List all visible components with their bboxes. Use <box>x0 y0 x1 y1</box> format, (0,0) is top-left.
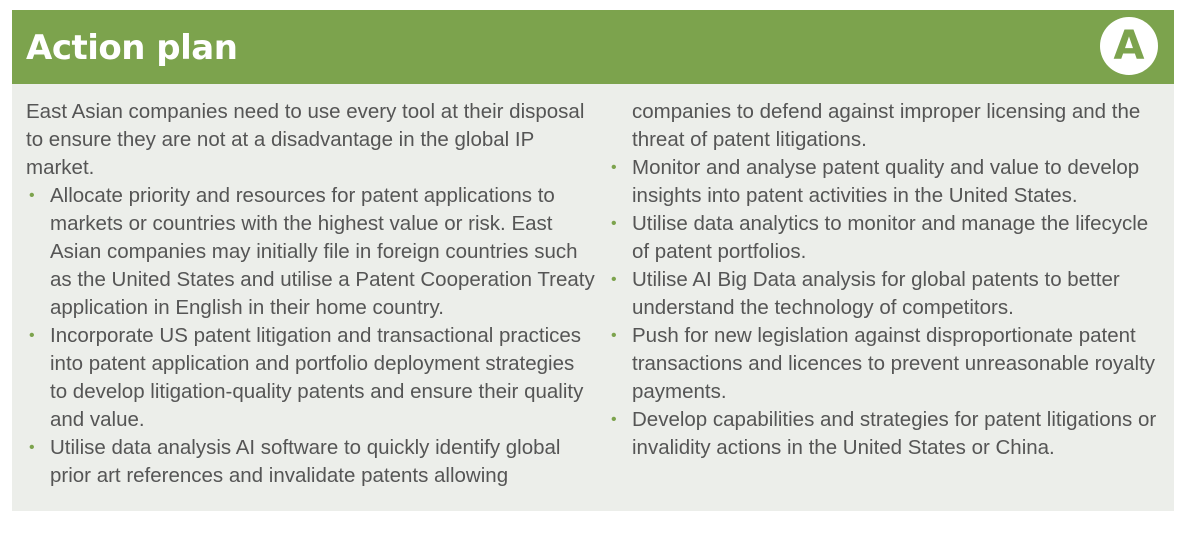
list-item-text: Push for new legislation against disproportionate patent transactions and licences to prevent unreasonable royalty payments. <box>632 324 1156 403</box>
bullet-icon: • <box>611 411 617 428</box>
list-item <box>608 406 1168 462</box>
list-item <box>608 266 1168 322</box>
bullet-icon: • <box>611 271 617 288</box>
action-plan-box <box>12 10 1174 511</box>
list-item-text: Incorporate US patent litigation and transactional practices into patent application and portfolio deployment strategies to develop litigation-quality patents and ensure their quality and value. <box>50 324 584 431</box>
bullet-icon: • <box>29 187 35 204</box>
bullet-icon: • <box>611 327 617 344</box>
intro-paragraph: East Asian companies need to use every tool at their disposal to ensure they are not at a disadvantage in the global IP market. <box>26 100 585 179</box>
bullet-icon: • <box>611 215 617 232</box>
left-bullet-list <box>26 182 596 490</box>
bullet-icon: • <box>29 327 35 344</box>
list-item <box>26 434 596 490</box>
page-title: Action plan <box>26 28 238 68</box>
list-item <box>608 154 1168 210</box>
list-item <box>608 322 1168 406</box>
list-item-text: Monitor and analyse patent quality and value to develop insights into patent activities in the United States. <box>632 156 1140 207</box>
list-item-text: Utilise data analytics to monitor and manage the lifecycle of patent portfolios. <box>632 212 1149 263</box>
continued-text: companies to defend against improper licensing and the threat of patent litigations. <box>632 100 1141 151</box>
list-item-text: Utilise AI Big Data analysis for global patents to better understand the technology of competitors. <box>632 268 1120 319</box>
header-bar <box>12 10 1174 84</box>
list-item <box>26 322 596 434</box>
bullet-icon: • <box>29 439 35 456</box>
left-column <box>26 98 596 490</box>
bullet-icon: • <box>611 159 617 176</box>
list-item <box>26 182 596 322</box>
right-bullet-list <box>608 154 1168 462</box>
right-column <box>608 98 1168 462</box>
badge-a-icon: A <box>1100 17 1158 75</box>
list-item <box>608 210 1168 266</box>
list-item-text: Utilise data analysis AI software to quickly identify global prior art references and invalidate patents allowing <box>50 436 561 487</box>
list-item-text: Develop capabilities and strategies for patent litigations or invalidity actions in the United States or China. <box>632 408 1157 459</box>
list-item-text: Allocate priority and resources for patent applications to markets or countries with the highest value or risk. East Asian companies may initially file in foreign countries such as the United States and utilise a Patent Cooperation Treaty application in English in their home country. <box>50 184 595 319</box>
